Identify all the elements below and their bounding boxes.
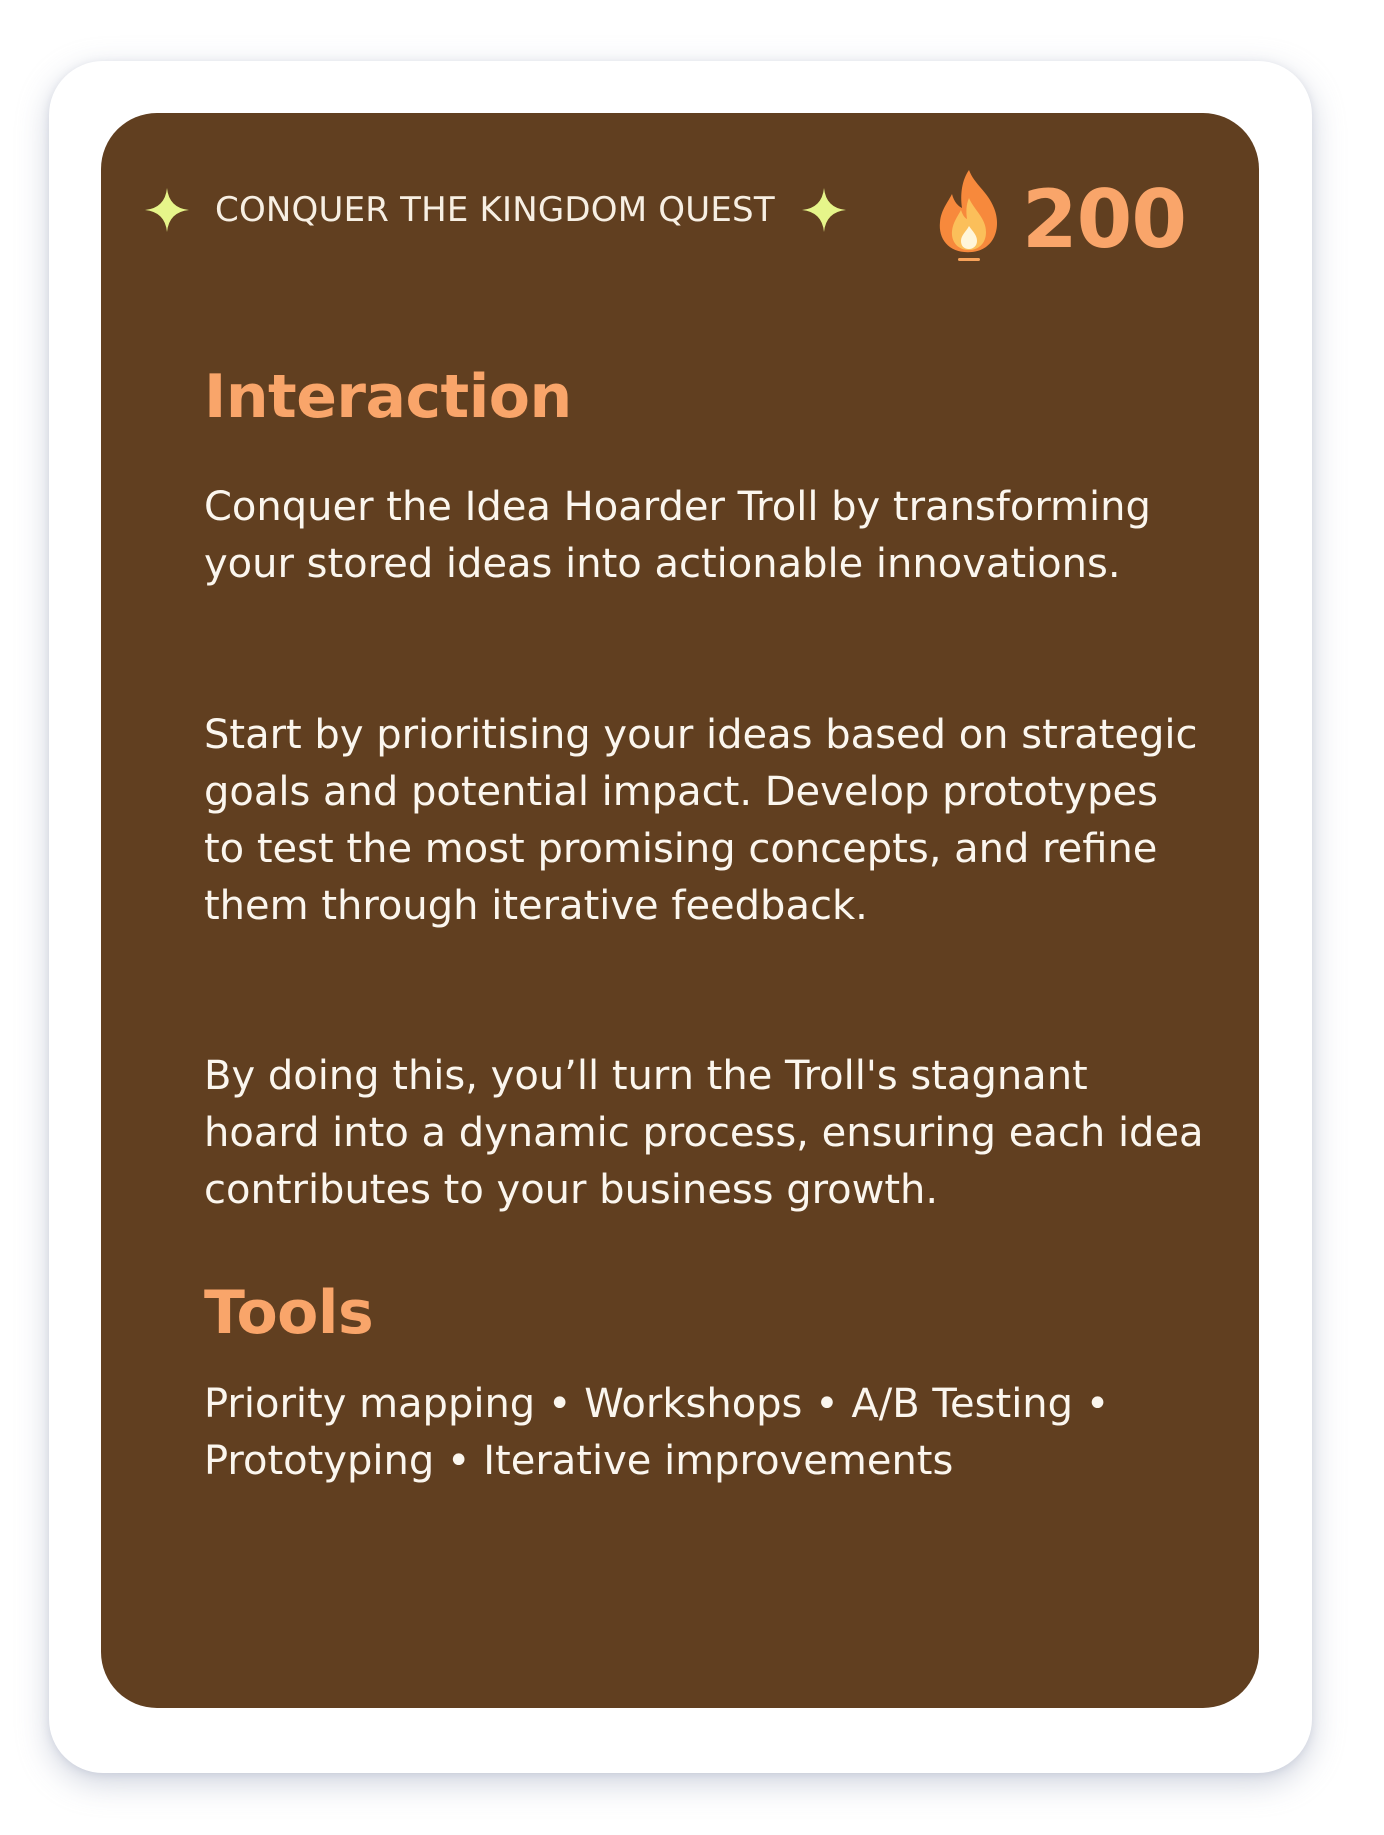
sparkle-icon [802, 188, 846, 232]
tools-list: Priority mapping • Workshops • A/B Testing • Prototyping • Iterative improvements [204, 1381, 1110, 1484]
interaction-paragraph: Conquer the Idea Hoarder Troll by transforming your stored ideas into actionable innovations. [204, 484, 1151, 587]
interaction-heading: Interaction [204, 362, 572, 432]
sparkle-icon [145, 188, 189, 232]
tools-heading: Tools [204, 1278, 374, 1348]
flame-icon [936, 168, 1002, 264]
quest-title: CONQUER THE KINGDOM QUEST [215, 190, 775, 230]
interaction-paragraph: Start by prioritising your ideas based on strategic goals and potential impact. Develop prototypes to test the most promising concepts, and refine them through iterative feedback. [204, 712, 1198, 929]
interaction-paragraph: By doing this, you’ll turn the Troll's stagnant hoard into a dynamic process, ensuring each idea contributes to your business growth. [204, 1053, 1204, 1213]
points-value: 200 [1022, 173, 1186, 266]
